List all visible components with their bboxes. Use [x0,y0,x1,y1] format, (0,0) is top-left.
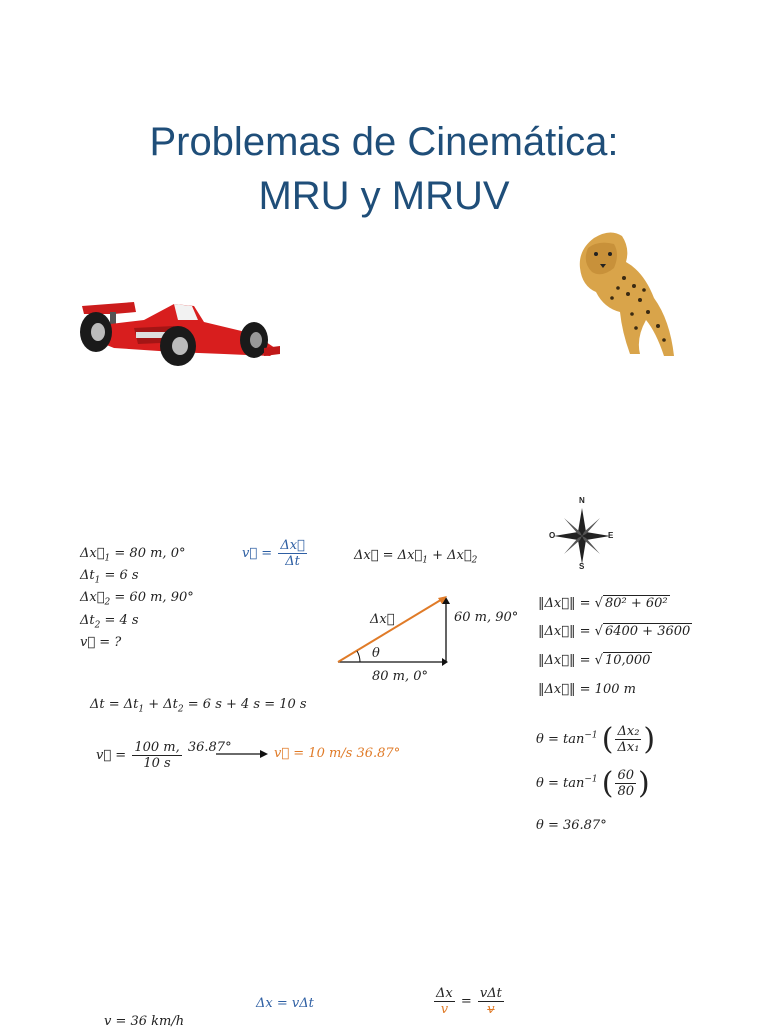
magnitude-line1: ‖Δx⃗‖ = √ 80² + 60² [538,596,668,611]
result-arrow [216,748,268,760]
given-dt2: $\Delta t_2 = 4$ s [80,613,139,631]
cheetah-image [574,228,678,362]
dx-formula: Δx = vΔt [256,996,314,1011]
compass-n: N [579,496,585,505]
divide-equation: $\frac{\Delta x}{v}$ = $\frac{\text{vΔt}}{v}$ [436,986,502,1017]
angle-line1: $\theta = \tan^{-1}$ ( $\frac{\text{Δx₂}}{\text{Δx₁}}$ ) [536,722,656,757]
velocity-formula: v⃗ = $\frac{\Delta x⃗}{\Delta t}$ [242,538,305,569]
given-dx1: $\Delta x⃗_1 = 80$ m, 0° [80,546,186,564]
result-formula: v⃗ = $\frac{100 m,}{10 s}$ 36.87° [96,740,232,771]
angle-line2: $\theta = \tan^{-1}$ ( $\frac{60}{80}$ ) [536,766,650,801]
magnitude-line4: ‖Δx⃗‖ = 100 m [538,682,636,697]
compass-s: S [579,562,585,571]
triangle-hyp-label: Δx⃗ [370,612,395,627]
given-v: v⃗ = ? [80,635,122,650]
magnitude-line3: ‖Δx⃗‖ = √ 10,000 [538,653,651,668]
vector-triangle-diagram [330,588,460,670]
triangle-angle-label: θ [372,646,380,661]
result-answer: v⃗ = 10 m/s 36.87° [274,746,401,761]
total-time: $\Delta t = \Delta t_1 + \Delta t_2 = 6$ s + 4 s = 10 s [90,697,307,715]
page-title-line1: Problemas de Cinemática: [149,120,619,164]
compass-o: O [549,531,556,540]
speed-value: v = 36 km/h [104,1014,185,1029]
magnitude-line2: ‖Δx⃗‖ = √ 6400 + 3600 [538,624,691,639]
triangle-vertical-label: 60 m, 90° [454,610,519,625]
page-title-line2: MRU y MRUV [258,174,510,218]
given-dt1: $\Delta t_1 = 6$ s [80,568,139,586]
angle-line3: θ = 36.87° [536,818,607,833]
given-dx2: $\Delta x⃗_2 = 60$ m, 90° [80,590,194,608]
compass-e: E [608,531,614,540]
triangle-horizontal-label: 80 m, 0° [372,669,429,684]
vector-sum: Δx⃗ = $\Delta x⃗_1$ + $\Delta x⃗_2$ [354,548,478,566]
compass [546,496,618,572]
race-car-image [74,292,284,372]
